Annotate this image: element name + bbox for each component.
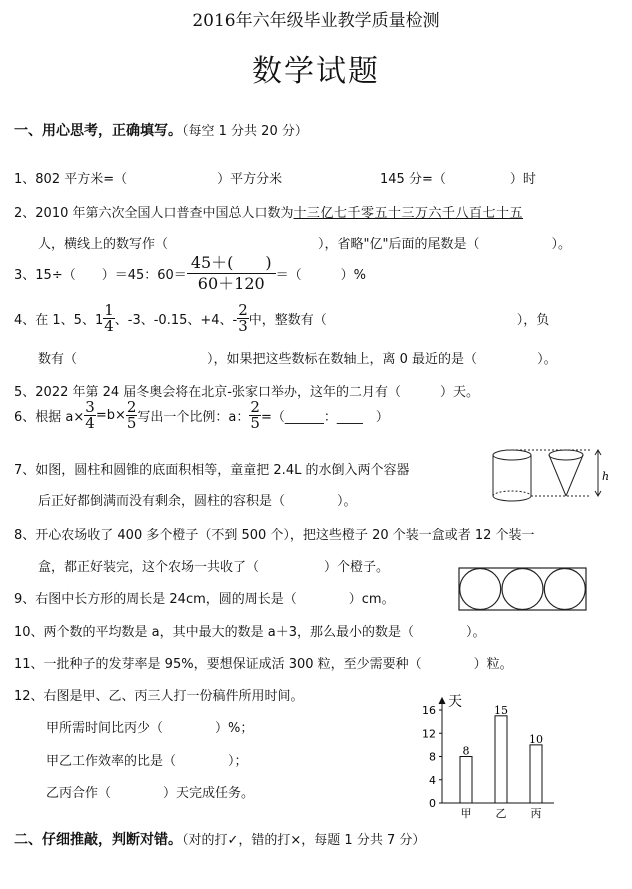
chart-bar — [460, 757, 472, 804]
q3-number: 3、 — [14, 268, 36, 283]
q4-line2-a: 数有（ — [38, 352, 78, 367]
q3-frac-denominator: 60＋120 — [197, 274, 265, 293]
question-4-line2 — [38, 348, 557, 367]
circle-2 — [502, 569, 543, 610]
question-8-line2: 盒，都正好装完，这个农场一共收了（ ）个橙子。 — [38, 560, 390, 575]
q3-frac-numerator: 45＋( ) — [187, 253, 276, 274]
question-1b — [380, 168, 536, 187]
chart-y-tick-label: 12 — [422, 727, 436, 741]
q4-line1-b: 、-3、-0.15、+4、- — [114, 313, 238, 328]
q7-number: 7、 — [14, 463, 36, 478]
q10-number: 10、 — [14, 625, 44, 640]
chart-bar-value-label: 15 — [494, 703, 508, 717]
rectangle-shape — [459, 568, 586, 610]
q6-f3-den: 5 — [250, 414, 260, 432]
chart-ticks — [422, 704, 442, 810]
q4-line2-c: ）。 — [537, 352, 557, 367]
q2-underlined-number: 十三亿七千零五十三万六千八百七十五 — [293, 206, 524, 221]
chart-y-tick-label: 4 — [429, 773, 436, 787]
q4-line2-b: ），如果把这些数标在数轴上，离 0 最近的是（ — [207, 352, 478, 367]
chart-bar — [495, 716, 507, 803]
question-12 — [14, 685, 304, 704]
section1-note: （每空 1 分共 20 分） — [182, 124, 308, 139]
q6-f3-num: 2 — [250, 398, 260, 416]
q10-text: 两个数的平均数是 a，其中最大的数是 a＋3，那么最小的数是（ ）。 — [43, 625, 486, 640]
bar-chart — [414, 690, 564, 820]
q4-number: 4、 — [14, 313, 36, 328]
q11-text: 一批种子的发芽率是 95%，要想保证成活 300 粒，至少需要种（ ）粒。 — [43, 657, 513, 672]
q4-mixed-den: 4 — [104, 317, 114, 335]
chart-y-tick-label: 0 — [429, 797, 436, 810]
question-2-line2 — [38, 233, 571, 252]
section1-heading — [14, 120, 308, 140]
chart-bar-value-label: 8 — [462, 744, 470, 758]
circle-1 — [460, 569, 501, 610]
q6-a: 根据 a× — [35, 410, 85, 425]
q6-fraction-3 — [249, 400, 261, 431]
q8-number: 8、 — [14, 528, 36, 543]
q5-number: 5、 — [14, 385, 36, 400]
chart-bar-value-label: 10 — [529, 732, 543, 746]
q6-f2-num: 2 — [126, 398, 137, 416]
chart-y-tick-label: 8 — [429, 750, 436, 764]
question-2-line1 — [14, 202, 523, 221]
chart-bar — [530, 745, 542, 803]
q4-line1-c: 中，整数有（ — [248, 313, 327, 328]
q5-text: 2022 年第 24 届冬奥会将在北京-张家口举办，这年的二月有（ ）天。 — [35, 385, 479, 400]
question-10 — [14, 621, 486, 640]
section2-note: （对的打✓，错的打×，每题 1 分共 7 分） — [182, 833, 426, 848]
cylinder-cone-figure — [490, 446, 612, 506]
cylinder-shape — [493, 450, 531, 501]
q12-sub3: 乙丙合作（ ）天完成任务。 — [46, 786, 255, 801]
chart-category-label: 乙 — [495, 807, 507, 820]
height-arrow — [595, 450, 601, 496]
q4-line1-d: ），负 — [516, 313, 550, 328]
question-6 — [14, 400, 389, 431]
q6-f1-num: 3 — [85, 398, 95, 416]
q1-part-a-end: ）平方分米 — [217, 172, 283, 187]
q1-part-b: 145 分=（ — [380, 172, 446, 187]
q3-suffix: ＝（ ）% — [275, 268, 367, 283]
q12-sub2: 甲乙工作效率的比是（ ）； — [46, 754, 248, 769]
q4-mixed-fraction — [103, 303, 115, 334]
q4-neg-num: 2 — [238, 301, 248, 319]
q4-neg-fraction — [237, 303, 249, 334]
q12-number: 12、 — [14, 689, 44, 704]
q2-prefix: 2010 年第六次全国人口普查中国总人口数为 — [35, 206, 294, 221]
height-label: h — [602, 470, 610, 483]
q3-prefix: 15÷（ ）＝45：60＝ — [35, 268, 187, 283]
q7-line1: 如图，圆柱和圆锥的底面积相等，童童把 2.4L 的水倒入两个容器 — [35, 463, 410, 478]
q4-mixed-num: 1 — [104, 301, 114, 319]
question-8-line1 — [14, 524, 535, 543]
q6-f1-den: 4 — [85, 414, 95, 432]
q6-b: =b× — [95, 408, 126, 423]
chart-category-label: 丙 — [530, 807, 542, 820]
q11-number: 11、 — [14, 657, 44, 672]
q1-part-b-end: ）时 — [509, 172, 536, 187]
subject-title: 数学试题 — [252, 54, 380, 89]
rectangle-circles-figure — [458, 567, 588, 611]
chart-y-tick-label: 16 — [422, 704, 436, 717]
chart-category-label: 甲 — [460, 807, 472, 820]
q2-line2-c: ）。 — [551, 237, 571, 252]
q1-part-a: 802 平方米=（ — [35, 172, 128, 187]
question-11 — [14, 653, 513, 672]
q12-intro: 右图是甲、乙、丙三人打一份稿件所用时间。 — [43, 689, 304, 704]
question-7-line1 — [14, 459, 409, 478]
circle-3 — [544, 569, 585, 610]
q6-c: 写出一个比例：a： — [137, 410, 250, 425]
question-5 — [14, 381, 479, 400]
q2-line2-b: ），省略"亿"后面的尾数是（ — [318, 237, 480, 252]
question-4-line1 — [14, 303, 549, 334]
q4-neg-den: 3 — [238, 317, 248, 335]
section2-title: 二、仔细推敲，判断对错。 — [14, 832, 182, 848]
q2-line2-a: 人，横线上的数写作（ — [38, 237, 169, 252]
chart-y-axis-label: 天 — [448, 694, 462, 710]
q8-line1: 开心农场收了 400 多个橙子（不到 500 个），把这些橙子 20 个装一盒或者 12 个装一 — [35, 528, 535, 543]
section2-heading — [14, 829, 425, 849]
q6-fraction-2 — [126, 400, 138, 431]
q12-sub1: 甲所需时间比丙少（ ）%； — [46, 721, 254, 736]
q1-number: 1、 — [14, 172, 36, 187]
question-3 — [14, 253, 366, 294]
q3-fraction — [187, 253, 276, 294]
section1-title: 一、用心思考，正确填写。 — [14, 123, 182, 139]
q9-text: 右图中长方形的周长是 24cm，圆的周长是（ ）cm。 — [35, 592, 395, 607]
q2-number: 2、 — [14, 206, 36, 221]
question-7-line2: 后正好都倒满而没有剩余，圆柱的容积是（ ）。 — [38, 494, 357, 509]
cone-shape — [549, 450, 583, 496]
chart-bars — [460, 704, 543, 820]
q9-number: 9、 — [14, 592, 36, 607]
chart-y-axis-arrow — [439, 698, 445, 704]
q6-number: 6、 — [14, 410, 36, 425]
q6-d: =（______：____ ） — [260, 410, 389, 425]
question-9 — [14, 588, 395, 607]
q6-f2-den: 5 — [126, 414, 137, 432]
q6-fraction-1 — [84, 400, 96, 431]
question-1 — [14, 168, 282, 187]
q4-line1-a: 在 1、5、1 — [35, 313, 104, 328]
exam-title: 2016年六年级毕业教学质量检测 — [192, 11, 440, 31]
